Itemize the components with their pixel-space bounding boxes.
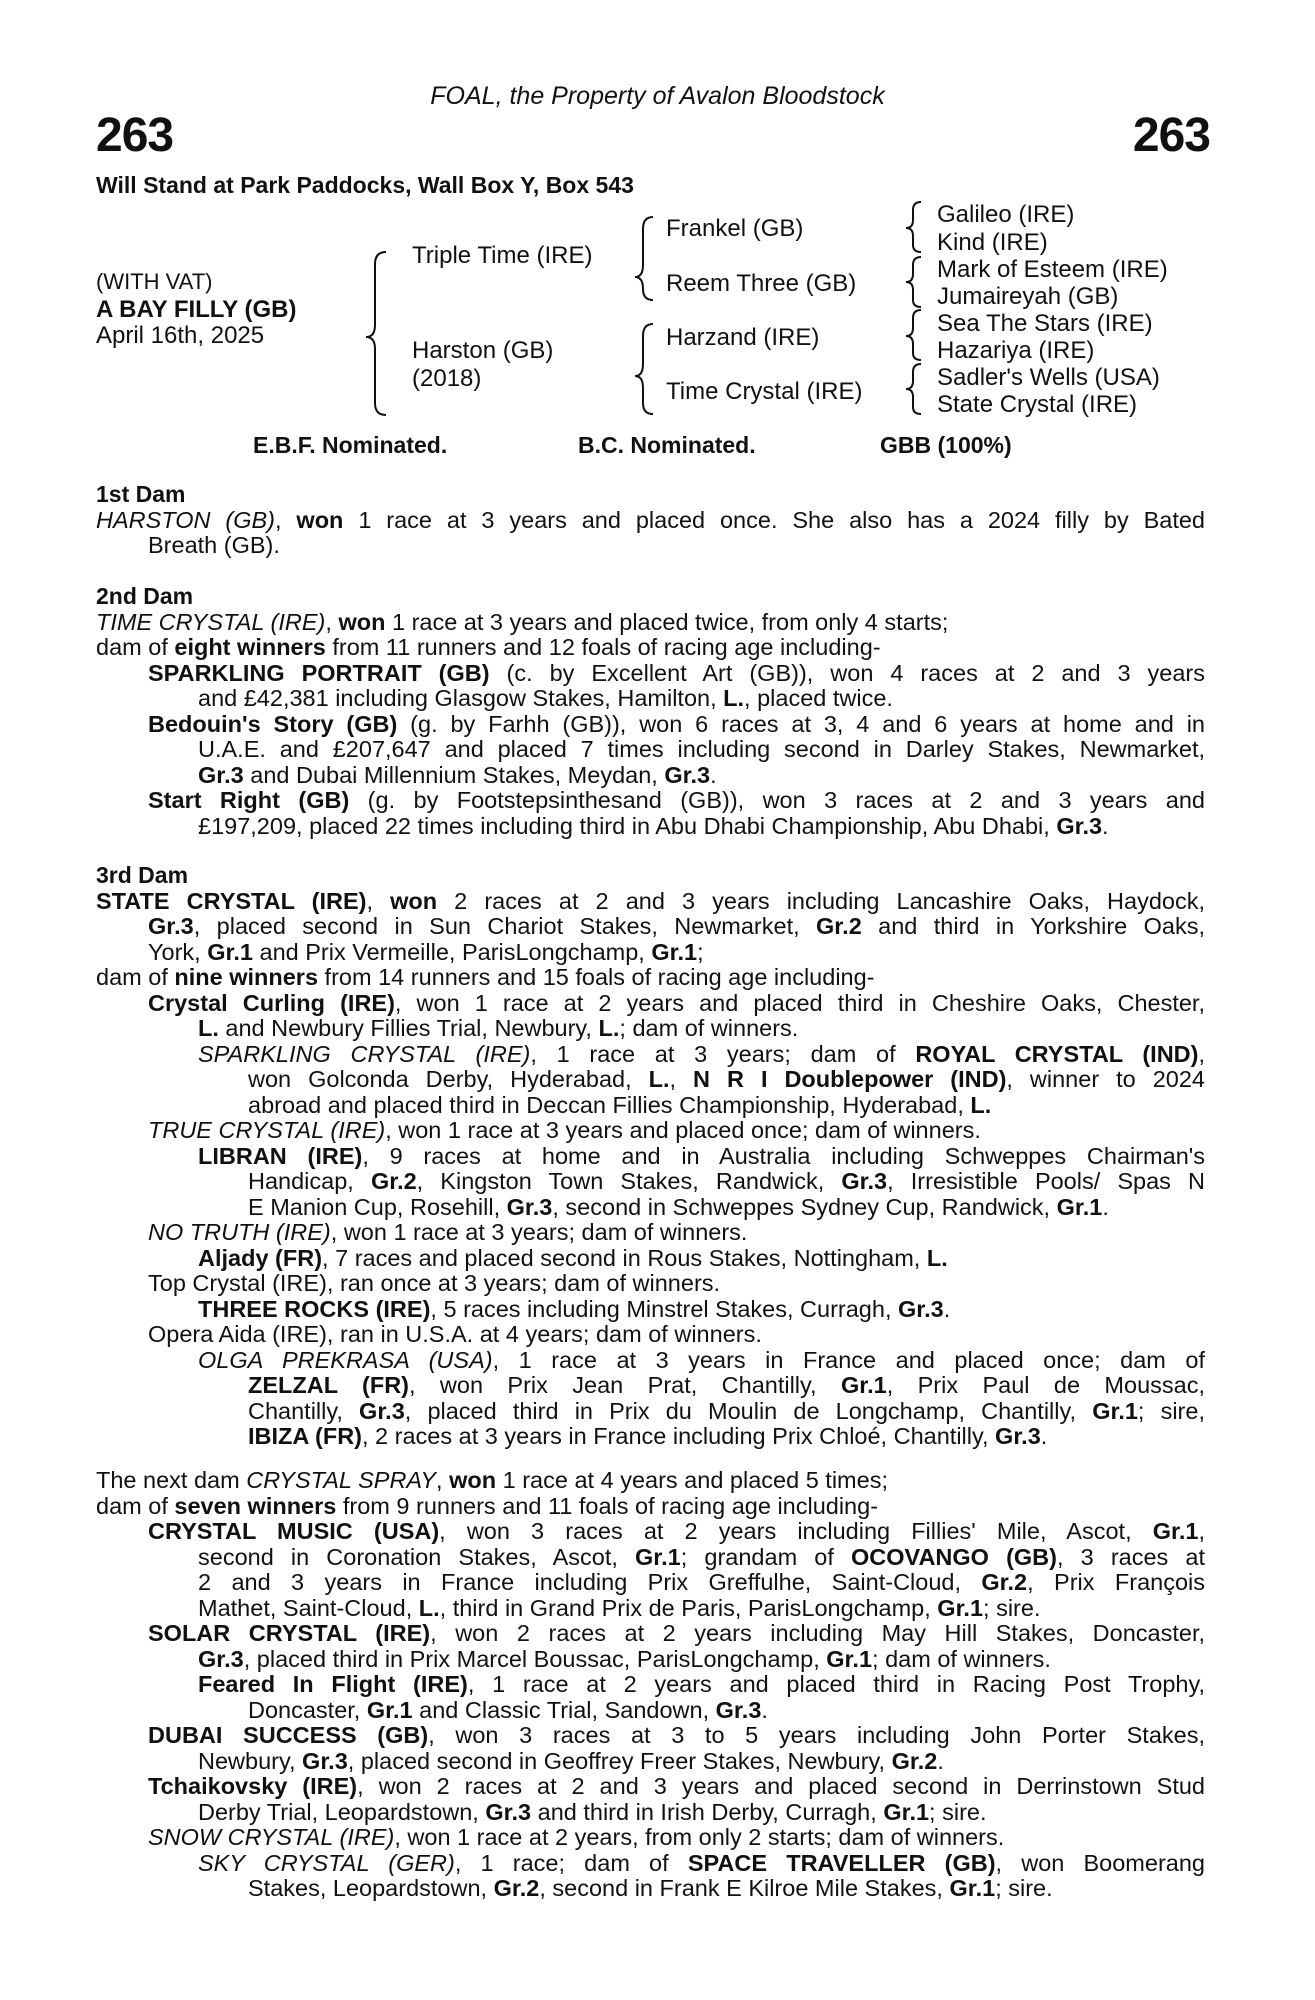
second-dam-line: Gr.3 and Dubai Millennium Stakes, Meydan, Gr.3. [198,761,717,788]
ebf-nomination: E.B.F. Nominated. [253,432,448,458]
pedigree-sd-sire: Mark of Esteem (IRE) [937,256,1168,283]
second-dam-line: and £42,381 including Glasgow Stakes, Hamilton, L., placed twice. [198,685,893,711]
third-dam-line: OLGA PREKRASA (USA), 1 race at 3 years in France and placed once; dam of [198,1346,1206,1373]
third-dam-line: won Golconda Derby, Hyderabad, L., N R I Doublepower (IND), winner to 2024 [248,1066,1205,1092]
pedigree-dd-sire: Sadler's Wells (USA) [937,364,1160,391]
horse-name: A BAY FILLY (GB) [96,296,297,323]
lot-number-left: 263 [96,109,174,162]
third-dam-line: Top Crystal (IRE), ran once at 3 years; dam of winners. [148,1270,721,1296]
pedigree-dam-dam: Time Crystal (IRE) [666,378,863,405]
third-dam-line: ZELZAL (FR), won Prix Jean Prat, Chantilly, Gr.1, Prix Paul de Moussac, [248,1372,1205,1398]
foaling-date: April 16th, 2025 [96,322,265,349]
second-dam-line: £197,209, placed 22 times including third in Abu Dhabi Championship, Abu Dhabi, Gr.3. [198,812,1109,839]
next-dam-line: 2 and 3 years in France including Prix Greffulhe, Saint-Cloud, Gr.2, Prix François [198,1569,1205,1595]
third-dam-line: Handicap, Gr.2, Kingston Town Stakes, Randwick, Gr.3, Irresistible Pools/ Spas N [248,1168,1205,1194]
pedigree-sire-dam: Reem Three (GB) [666,270,857,297]
next-dam-line: Mathet, Saint-Cloud, L., third in Grand Prix de Paris, ParisLongchamp, Gr.1; sire. [198,1594,1041,1621]
pedigree-dam-sire: Harzand (IRE) [666,324,820,351]
gbb-status: GBB (100%) [880,432,1012,458]
first-dam-section [96,482,1205,559]
lot-number-right: 263 [1132,109,1210,162]
third-dam-line: abroad and placed third in Deccan Fillies Championship, Hyderabad, L. [248,1091,992,1118]
next-dam-line: dam of seven winners from 9 runners and 11 foals of racing age including- [96,1492,879,1519]
page-title: FOAL, the Property of Avalon Bloodstock [430,82,885,110]
second-dam-line: dam of eight winners from 11 runners and 12 foals of racing age including- [96,634,881,660]
third-dam-line: York, Gr.1 and Prix Vermeille, ParisLongchamp, Gr.1; [148,938,704,965]
stand-location: Will Stand at Park Paddocks, Wall Box Y, Box 543 [96,172,634,198]
third-dam-line: THREE ROCKS (IRE), 5 races including Minstrel Stakes, Curragh, Gr.3. [198,1295,951,1322]
third-dam-line: SPARKLING CRYSTAL (IRE), 1 race at 3 years; dam of ROYAL CRYSTAL (IND), [198,1040,1205,1067]
pedigree-dd-dam: State Crystal (IRE) [937,391,1138,418]
third-dam-line: Opera Aida (IRE), ran in U.S.A. at 4 years; dam of winners. [148,1321,762,1347]
second-dam-line: TIME CRYSTAL (IRE), won 1 race at 3 years and placed twice, from only 4 starts; [96,608,949,635]
third-dam-heading: 3rd Dam [96,862,189,888]
next-dam-line: Derby Trial, Leopardstown, Gr.3 and third in Irish Derby, Curragh, Gr.1; sire. [198,1798,987,1825]
pedigree-ds-dam: Hazariya (IRE) [937,337,1095,364]
third-dam-line: IBIZA (FR), 2 races at 3 years in France including Prix Chloé, Chantilly, Gr.3. [248,1423,1048,1449]
next-dam-line: The next dam CRYSTAL SPRAY, won 1 race at 4 years and placed 5 times; [96,1467,888,1493]
next-dam-line: Stakes, Leopardstown, Gr.2, second in Frank E Kilroe Mile Stakes, Gr.1; sire. [248,1875,1053,1901]
next-dam-line: Tchaikovsky (IRE), won 2 races at 2 and 3 years and placed second in Derrinstown Stud [148,1773,1206,1799]
second-dam-line: U.A.E. and £207,647 and placed 7 times including second in Darley Stakes, Newmarket, [198,736,1205,762]
third-dam-section [96,863,1205,1450]
next-dam-line: DUBAI SUCCESS (GB), won 3 races at 3 to 5 years including John Porter Stakes, [148,1722,1205,1748]
next-dam-line: SKY CRYSTAL (GER), 1 race; dam of SPACE TRAVELLER (GB), won Boomerang [198,1849,1205,1876]
bc-nomination: B.C. Nominated. [578,432,756,458]
pedigree-ds-sire: Sea The Stars (IRE) [937,310,1153,337]
third-dam-line: E Manion Cup, Rosehill, Gr.3, second in Schweppes Sydney Cup, Randwick, Gr.1. [248,1193,1109,1220]
next-dam-line: second in Coronation Stakes, Ascot, Gr.1; grandam of OCOVANGO (GB), 3 races at [198,1543,1206,1570]
vat-note: (WITH VAT) [96,269,213,294]
pedigree-ss-dam: Kind (IRE) [937,229,1048,256]
pedigree-sd-dam: Jumaireyah (GB) [937,283,1119,310]
next-dam-line: CRYSTAL MUSIC (USA), won 3 races at 2 years including Fillies' Mile, Ascot, Gr.1, [148,1518,1205,1544]
pedigree-sire: Triple Time (IRE) [412,242,593,269]
first-dam-line: HARSTON (GB), won 1 race at 3 years and placed once. She also has a 2024 filly by Bated [96,506,1206,533]
third-dam-line: Gr.3, placed second in Sun Chariot Stakes, Newmarket, Gr.2 and third in Yorkshire Oaks, [148,913,1205,939]
second-dam-line: SPARKLING PORTRAIT (GB) (c. by Excellent Art (GB)), won 4 races at 2 and 3 years [148,659,1206,686]
second-dam-line: Start Right (GB) (g. by Footstepsinthesand (GB)), won 3 races at 2 and 3 years and [148,787,1205,813]
third-dam-line: dam of nine winners from 14 runners and 15 foals of racing age including- [96,964,875,990]
pedigree-dam-year: (2018) [412,365,482,392]
next-dam-line: Doncaster, Gr.1 and Classic Trial, Sandown, Gr.3. [248,1696,768,1723]
next-dam-line: SNOW CRYSTAL (IRE), won 1 race at 2 years, from only 2 starts; dam of winners. [148,1824,1005,1850]
next-dam-section [96,1468,1205,1902]
third-dam-line: STATE CRYSTAL (IRE), won 2 races at 2 and 3 years including Lancashire Oaks, Haydock, [96,887,1206,914]
second-dam-section [96,584,1205,839]
third-dam-line: LIBRAN (IRE), 9 races at home and in Australia including Schweppes Chairman's [198,1142,1206,1169]
pedigree-sire-sire: Frankel (GB) [666,215,804,242]
pedigree-ss-sire: Galileo (IRE) [937,201,1075,228]
second-dam-line: Bedouin's Story (GB) (g. by Farhh (GB)), won 6 races at 3, 4 and 6 years at home and in [148,710,1205,737]
next-dam-line: Gr.3, placed third in Prix Marcel Boussac, ParisLongchamp, Gr.1; dam of winners. [198,1645,1051,1672]
pedigree-dam: Harston (GB) [412,337,554,364]
third-dam-line: NO TRUTH (IRE), won 1 race at 3 years; dam of winners. [148,1219,748,1245]
first-dam-line: Breath (GB). [148,532,280,558]
next-dam-line: Feared In Flight (IRE), 1 race at 2 years and placed third in Racing Post Trophy, [198,1671,1206,1697]
first-dam-heading: 1st Dam [96,481,186,507]
third-dam-line: Crystal Curling (IRE), won 1 race at 2 years and placed third in Cheshire Oaks, Chester, [148,989,1205,1016]
third-dam-line: L. and Newbury Fillies Trial, Newbury, L.; dam of winners. [198,1015,799,1041]
third-dam-line: Chantilly, Gr.3, placed third in Prix du Moulin de Longchamp, Chantilly, Gr.1; sire, [248,1397,1205,1424]
next-dam-line: Newbury, Gr.3, placed second in Geoffrey Freer Stakes, Newbury, Gr.2. [198,1747,944,1774]
third-dam-line: TRUE CRYSTAL (IRE), won 1 race at 3 years and placed once; dam of winners. [148,1117,981,1143]
third-dam-line: Aljady (FR), 7 races and placed second in Rous Stakes, Nottingham, L. [198,1244,948,1271]
second-dam-heading: 2nd Dam [96,583,194,609]
next-dam-line: SOLAR CRYSTAL (IRE), won 2 races at 2 years including May Hill Stakes, Doncaster, [148,1620,1206,1646]
